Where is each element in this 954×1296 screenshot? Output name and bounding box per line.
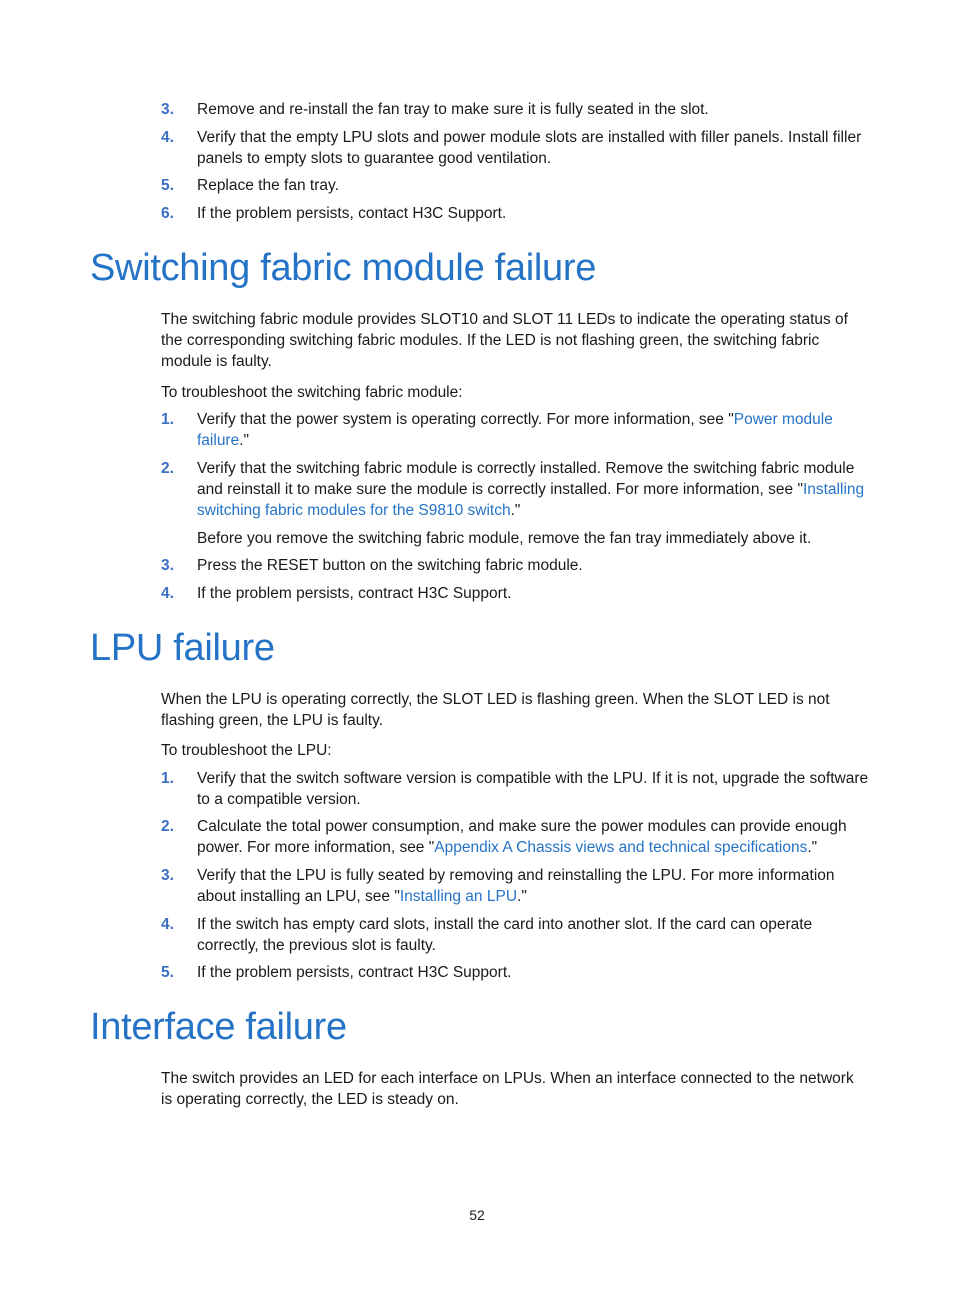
step-text: Verify that the power system is operating correctly. For more information, see "Power module failure." — [197, 411, 833, 449]
step-text: Press the RESET button on the switching fabric module. — [197, 557, 583, 574]
page-number: 52 — [469, 1207, 485, 1223]
step-number: 2. — [161, 460, 174, 477]
step-number: 5. — [161, 177, 174, 194]
step-text: Verify that the LPU is fully seated by removing and reinstalling the LPU. For more information about installing an LPU, see "Installing an LPU." — [197, 867, 835, 905]
list-item — [161, 914, 871, 956]
step-text: Verify that the empty LPU slots and power module slots are installed with filler panels. Install filler panels to empty slots to guarantee good ventilation. — [197, 129, 862, 167]
list-item — [161, 816, 871, 858]
section-heading-lpu: LPU failure — [90, 627, 275, 669]
step-number: 3. — [161, 557, 174, 574]
step-text: Remove and re-install the fan tray to make sure it is fully seated in the slot. — [197, 101, 709, 118]
list-item — [161, 768, 871, 810]
list-item — [161, 203, 871, 224]
section-intro: When the LPU is operating correctly, the SLOT LED is flashing green. When the SLOT LED is not flashing green, the LPU is faulty. — [161, 691, 830, 729]
list-item — [161, 962, 871, 983]
step-number: 3. — [161, 867, 174, 884]
step-number: 3. — [161, 101, 174, 118]
list-item — [161, 99, 871, 120]
installing-switching-fabric-modules-link[interactable]: Installing switching fabric modules for the S9810 switch — [197, 481, 865, 519]
power-module-failure-link[interactable]: Power module failure — [197, 411, 833, 449]
step-text: If the switch has empty card slots, install the card into another slot. If the card can operate correctly, the previous slot is faulty. — [197, 916, 813, 954]
appendix-a-link[interactable]: Appendix A Chassis views and technical specifications — [434, 839, 808, 856]
installing-an-lpu-link[interactable]: Installing an LPU — [399, 888, 518, 905]
step-number: 4. — [161, 129, 174, 146]
section-lead: To troubleshoot the LPU: — [161, 742, 332, 759]
step-text: Replace the fan tray. — [197, 177, 339, 194]
step-text: If the problem persists, contact H3C Support. — [197, 205, 507, 222]
list-item — [161, 127, 871, 169]
list-item — [161, 458, 871, 521]
step-note: Before you remove the switching fabric module, remove the fan tray immediately above it. — [197, 530, 812, 547]
list-item — [161, 865, 871, 907]
step-text: Verify that the switching fabric module is correctly installed. Remove the switching fabric module and reinstall it to make sure the module is correctly installed. For more information, see "Installing switching fabric modules for the S9810 switch." — [197, 460, 865, 519]
step-number: 4. — [161, 585, 174, 602]
step-text: If the problem persists, contract H3C Support. — [197, 964, 512, 981]
list-item — [161, 409, 871, 451]
step-number: 1. — [161, 770, 174, 787]
step-text: Calculate the total power consumption, and make sure the power modules can provide enough power. For more information, see "Appendix A Chassis views and technical specifications." — [197, 818, 847, 856]
list-item — [161, 583, 871, 604]
section-intro: The switch provides an LED for each interface on LPUs. When an interface connected to the network is operating correctly, the LED is steady on. — [161, 1070, 854, 1108]
step-number: 4. — [161, 916, 174, 933]
step-number: 5. — [161, 964, 174, 981]
step-number: 6. — [161, 205, 174, 222]
step-text: If the problem persists, contract H3C Support. — [197, 585, 512, 602]
list-item — [161, 175, 871, 196]
step-number: 1. — [161, 411, 174, 428]
section-intro: The switching fabric module provides SLOT10 and SLOT 11 LEDs to indicate the operating status of the corresponding switching fabric modules. If the LED is not flashing green, the switching fabric module is faulty. — [161, 311, 848, 370]
step-text: Verify that the switch software version is compatible with the LPU. If it is not, upgrade the software to a compatible version. — [197, 770, 869, 808]
section-heading-switching-fabric: Switching fabric module failure — [90, 247, 597, 289]
list-item — [161, 555, 871, 576]
step-number: 2. — [161, 818, 174, 835]
section-lead: To troubleshoot the switching fabric module: — [161, 384, 463, 401]
section-heading-interface: Interface failure — [90, 1006, 347, 1048]
